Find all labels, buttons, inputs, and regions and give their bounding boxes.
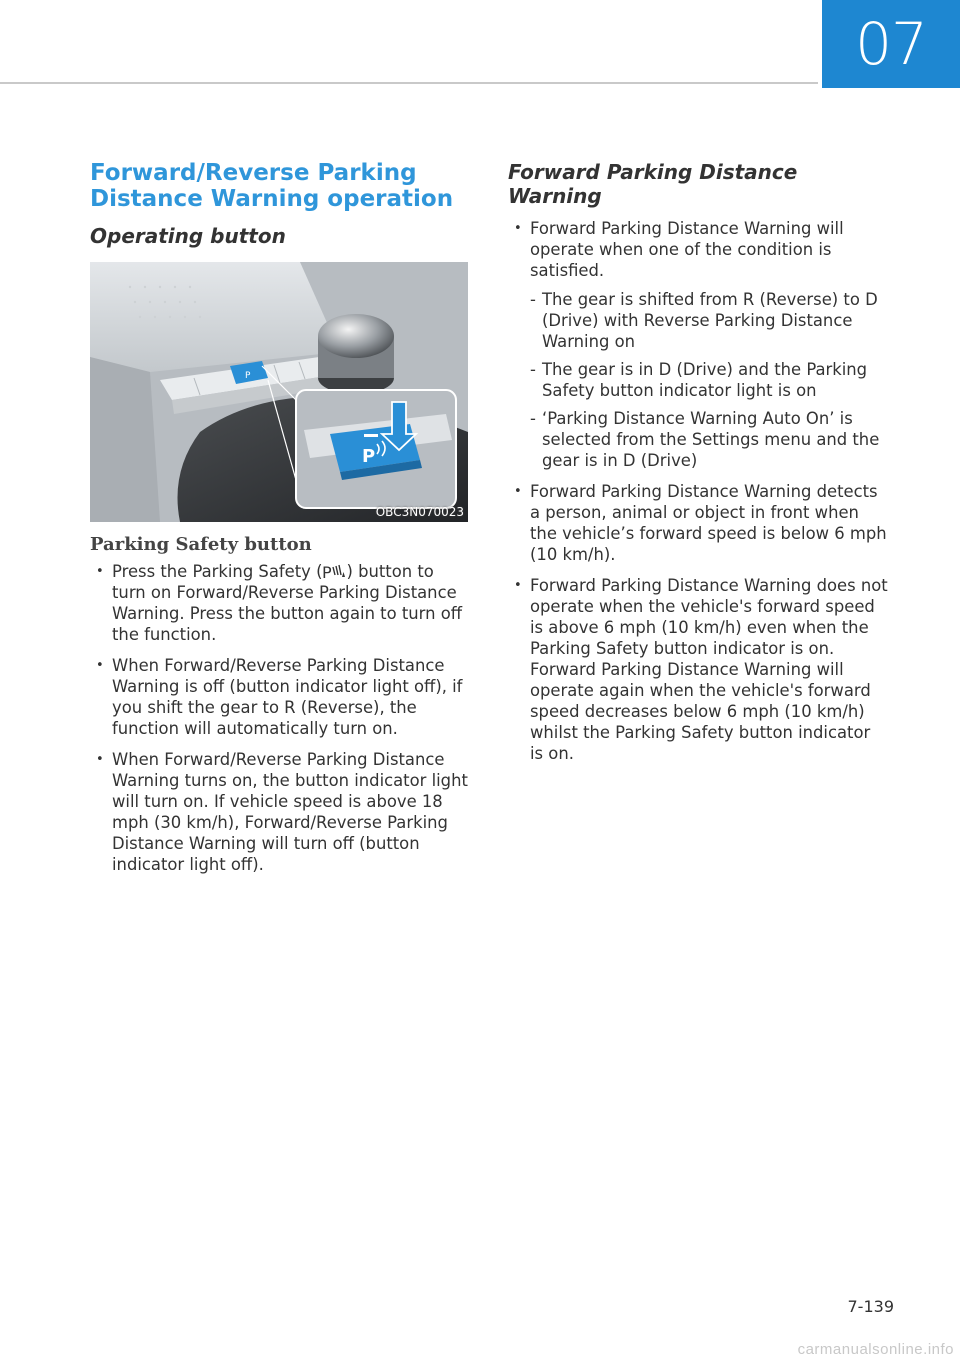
right-bullet-list [508, 218, 888, 764]
figure-parking-safety-button [90, 262, 468, 522]
left-bullet-list [90, 561, 468, 875]
svg-text:P: P [362, 446, 376, 467]
left-column [90, 160, 468, 885]
console-illustration [90, 262, 468, 522]
sub-list [530, 289, 888, 471]
watermark: carmanualsonline.info [797, 1341, 954, 1358]
list-item: • When Forward/Reverse Parking Distance Warning turns on, the button indicator light will turn on. If vehicle speed is above 18 mph (30 km/h), Forward/Reverse Parking Distance Warning will turn off (button indicator light off). [90, 749, 468, 875]
list-item: • When Forward/Reverse Parking Distance Warning is off (button indicator light off), if you shift the gear to R (Reverse), the function will automatically turn on. [90, 655, 468, 739]
subheading-forward-parking: Forward Parking Distance Warning [508, 160, 798, 208]
figure-code: OBC3N070023 [375, 505, 464, 519]
sub-list-item: - ‘Parking Distance Warning Auto On’ is selected from the Settings menu and the gear is in D (Drive) [530, 409, 880, 470]
svg-text:P: P [322, 563, 333, 580]
parking-safety-icon [322, 563, 346, 580]
figure-heading: Parking Safety button [90, 534, 312, 555]
list-item: • Press the Parking Safety ( P ) button to turn on Forward/Reverse Parking Distance Warning. Press the button again to turn off the function. [90, 561, 468, 645]
subheading-operating-button: Operating button [90, 224, 286, 248]
list-item: • Forward Parking Distance Warning will operate when one of the condition is satisfied. - The gear is shifted from R (Reverse) to D (Drive) with Reverse Parking Distance Warning on - The gear is in D (Drive) and the Parking Safety button indicator light is on - ‘Parking Distance Warning Auto On’ is selected from the Settings menu and the gear is in D (Drive) [508, 218, 888, 471]
right-column [508, 160, 888, 774]
header-rule [0, 82, 818, 84]
sub-list-item: - The gear is shifted from R (Reverse) to D (Drive) with Reverse Parking Distance Warning on [530, 290, 878, 351]
list-item: • Forward Parking Distance Warning does not operate when the vehicle's forward speed is above 6 mph (10 km/h) even when the Parking Safety button indicator is on. Forward Parking Distance Warning will operate again when the vehicle's forward speed decreases below 6 mph (10 km/h) whilst the Parking Safety button indicator is on. [508, 575, 888, 764]
svg-text:P: P [245, 371, 251, 381]
chapter-tab: 07 [822, 0, 960, 88]
sub-list-item: - The gear is in D (Drive) and the Parking Safety button indicator light is on [530, 360, 868, 400]
page-number: 7-139 [847, 1297, 894, 1316]
list-item: • Forward Parking Distance Warning detects a person, animal or object in front when the vehicle’s forward speed is below 6 mph (10 km/h). [508, 481, 888, 565]
section-title: Forward/Reverse Parking Distance Warning operation [90, 160, 454, 212]
